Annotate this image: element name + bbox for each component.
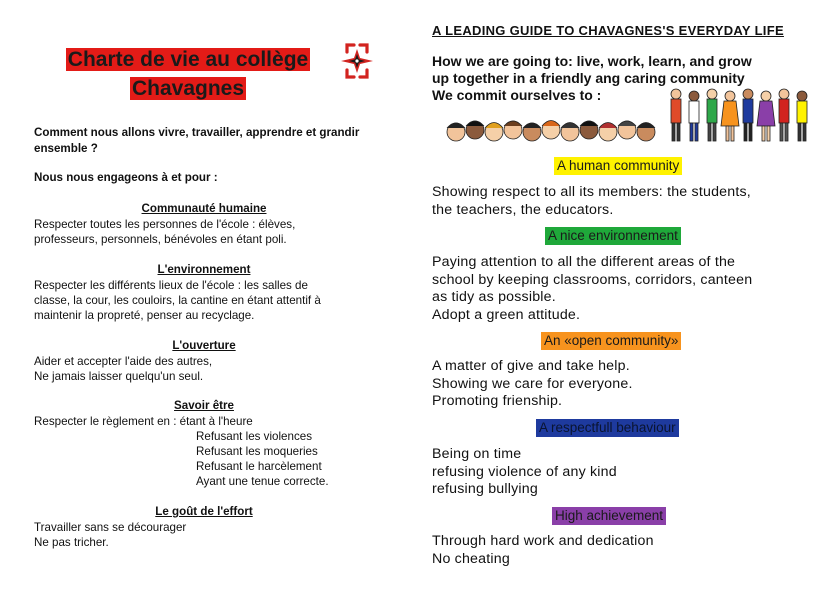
compass-star-icon [334, 40, 380, 82]
section-heading: Savoir être [174, 399, 234, 412]
french-charter [0, 0, 410, 589]
body-line: Showing respect to all its members: the students, [432, 184, 751, 200]
section-heading: Communauté humaine [141, 202, 267, 215]
french-section-behaviour [34, 398, 374, 489]
body-line: Adopt a green attitude. [432, 306, 581, 323]
body-line: as tidy as possible. [432, 289, 556, 305]
body-line: the teachers, the educators. [432, 201, 614, 218]
label-respectful-behaviour: A respectfull behaviour [536, 419, 679, 437]
body-line: Paying attention to all the different areas of the [432, 254, 736, 270]
section-line: Aider et accepter l'aide des autres, [34, 355, 213, 368]
english-title: A LEADING GUIDE TO CHAVAGNES'S EVERYDAY LIFE [432, 23, 784, 38]
english-guide [418, 0, 834, 589]
label-nice-environment: A nice environnement [545, 227, 681, 245]
french-section-openness [34, 338, 374, 384]
section-heading: L'environnement [157, 263, 251, 276]
section-line: Refusant le harcèlement [196, 460, 322, 473]
intro-line: We commit ourselves to : [432, 87, 602, 103]
french-section-environment [34, 262, 374, 323]
body-line: Promoting frienship. [432, 393, 563, 409]
french-section-effort [34, 504, 374, 550]
body-line: Showing we care for everyone. [432, 375, 633, 392]
section-line: Refusant les moqueries [196, 445, 318, 458]
french-title-line-1: Charte de vie au collège [67, 48, 309, 71]
section-heading: Le goût de l'effort [155, 505, 253, 518]
french-title-line-2: Chavagnes [131, 77, 245, 100]
label-human-community: A human community [554, 157, 682, 175]
section-line: Refusant les violences [196, 430, 312, 443]
section-line: Respecter les différents lieux de l'école : les salles de [34, 279, 308, 292]
section-line: Ne jamais laisser quelqu'un seul. [34, 370, 204, 383]
group-of-people-illustration [444, 86, 824, 154]
standing-figures [671, 89, 807, 141]
intro-line: How we are going to: live, work, learn, and grow [432, 53, 752, 69]
body-open-community [432, 358, 827, 411]
body-nice-environment [432, 254, 827, 324]
section-heading: L'ouverture [172, 339, 236, 352]
section-line: Respecter le règlement en : étant à l'heure [34, 415, 253, 428]
section-line: Ne pas tricher. [34, 536, 109, 549]
section-line: professeurs, personnels, bénévoles en étant poli. [34, 233, 287, 246]
body-line: A matter of give and take help. [432, 358, 630, 374]
section-line: classe, la cour, les couloirs, la cantine en étant attentif à [34, 294, 321, 307]
body-respectful-behaviour [432, 446, 827, 499]
intro-line: up together in a friendly ang caring community [432, 70, 745, 86]
body-line: No cheating [432, 550, 510, 567]
french-commit: Nous nous engageons à et pour : [34, 171, 218, 184]
french-intro: Comment nous allons vivre, travailler, apprendre et grandir ensemble ? [34, 126, 360, 155]
body-line: school by keeping classrooms, corridors, canteen [432, 271, 753, 288]
body-line: Being on time [432, 446, 522, 462]
label-open-community: An «open community» [541, 332, 681, 350]
section-line: Travailler sans se décourager [34, 521, 187, 534]
section-line: maintenir la propreté, penser au recyclage. [34, 309, 255, 322]
faces-row [447, 121, 655, 142]
section-line: Ayant une tenue correcte. [196, 475, 329, 488]
body-line: Through hard work and dedication [432, 533, 654, 549]
body-high-achievement [432, 533, 827, 568]
body-line: refusing bullying [432, 481, 538, 497]
label-high-achievement: High achievement [552, 507, 666, 525]
french-section-human [34, 201, 374, 247]
body-human-community [432, 184, 827, 219]
french-title [57, 46, 319, 104]
body-line: refusing violence of any kind [432, 463, 617, 480]
section-line: Respecter toutes les personnes de l'école : élèves, [34, 218, 296, 231]
